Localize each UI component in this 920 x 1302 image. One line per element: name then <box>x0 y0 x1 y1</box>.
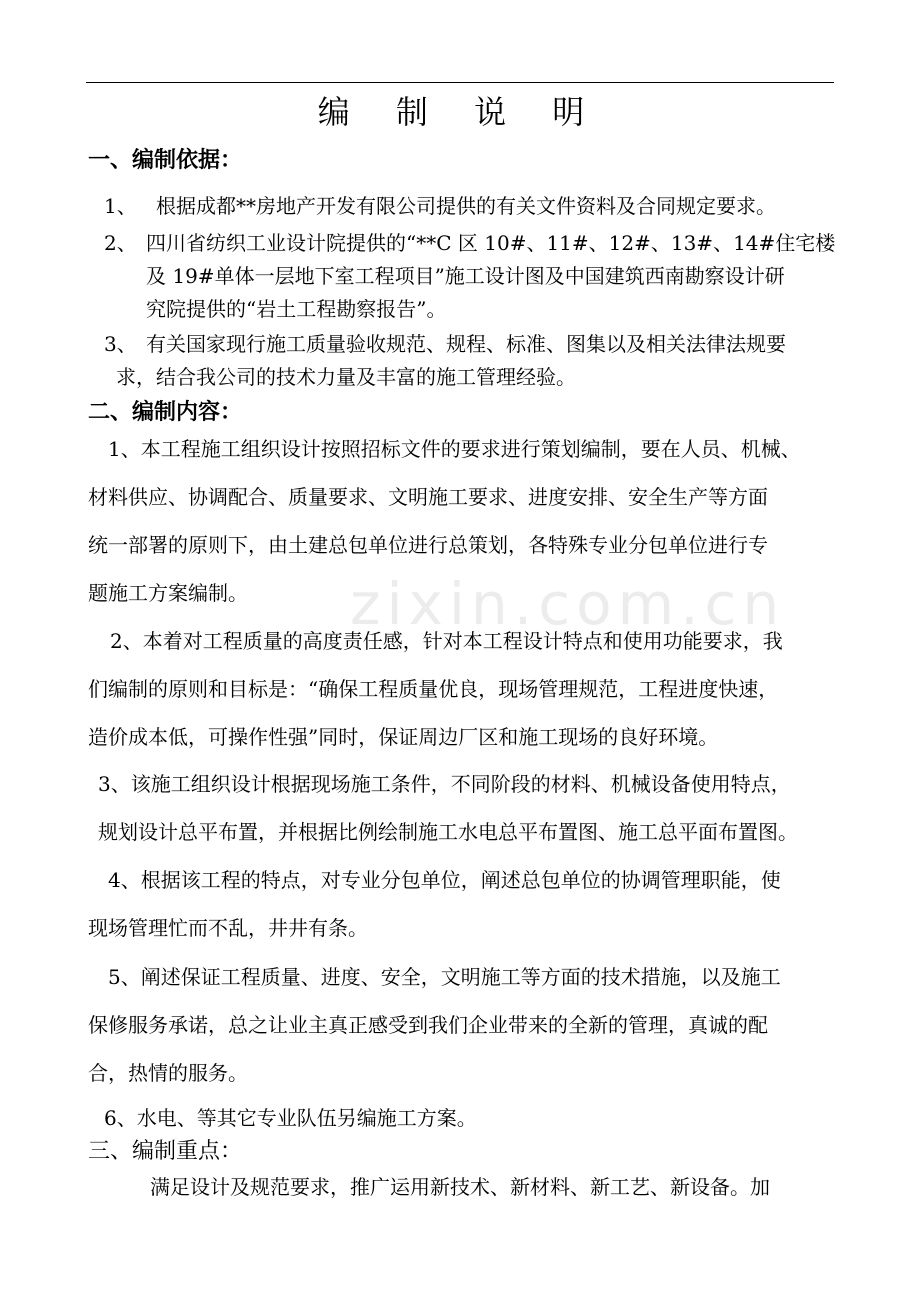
list-item-text: 求，结合我公司的技术力量及丰富的施工管理经验。 <box>116 365 576 389</box>
list-item-text: 有关国家现行施工质量验收规范、规程、标准、图集以及相关法律法规要 <box>146 332 786 356</box>
section-heading-content: 二、编制内容： <box>88 400 243 425</box>
page-title: 编 制 说 明 <box>317 93 603 131</box>
paragraph-line: 造价成本低，可操作性强”同时，保证周边厂区和施工现场的良好环境。 <box>88 725 719 749</box>
paragraph-line: 4、根据该工程的特点，对专业分包单位，阐述总包单位的协调管理职能，使 <box>108 868 781 892</box>
list-item-number: 1、 <box>104 194 137 218</box>
watermark: zixin.com.cn <box>350 570 786 638</box>
paragraph-line: 材料供应、协调配合、质量要求、文明施工要求、进度安排、安全生产等方面 <box>88 485 768 509</box>
list-item-text: 及 19#单体一层地下室工程项目”施工设计图及中国建筑西南勘察设计研 <box>146 264 785 288</box>
list-item-text: 根据成都**房地产开发有限公司提供的有关文件资料及合同规定要求。 <box>156 194 776 218</box>
section-heading-basis: 一、编制依据： <box>88 148 243 173</box>
paragraph-line: 统一部署的原则下，由土建总包单位进行总策划，各特殊专业分包单位进行专 <box>88 533 768 557</box>
paragraph-line: 6、水电、等其它专业队伍另编施工方案。 <box>104 1106 477 1130</box>
paragraph-line: 合，热情的服务。 <box>88 1061 248 1085</box>
paragraph-line: 保修服务承诺，总之让业主真正感受到我们企业带来的全新的管理，真诚的配 <box>88 1013 768 1037</box>
paragraph-line: 2、本着对工程质量的高度责任感，针对本工程设计特点和使用功能要求，我 <box>110 629 783 653</box>
list-item-text: 四川省纺织工业设计院提供的“**C 区 10#、11#、12#、13#、14#住宅楼 <box>146 231 836 255</box>
paragraph-line: 题施工方案编制。 <box>88 581 248 605</box>
paragraph-line: 们编制的原则和目标是：“确保工程质量优良，现场管理规范，工程进度快速， <box>88 677 779 701</box>
section-heading-focus: 三、编制重点： <box>88 1139 243 1164</box>
header-rule <box>86 82 834 83</box>
paragraph-line: 5、阐述保证工程质量、进度、安全，文明施工等方面的技术措施，以及施工 <box>108 965 781 989</box>
paragraph-line: 1、本工程施工组织设计按照招标文件的要求进行策划编制，要在人员、机械、 <box>108 437 801 461</box>
paragraph-line: 现场管理忙而不乱，井井有条。 <box>88 916 368 940</box>
list-item-text: 究院提供的“岩土工程勘察报告”。 <box>146 297 447 321</box>
paragraph-line: 规划设计总平布置，并根据比例绘制施工水电总平布置图、施工总平面布置图。 <box>98 820 798 844</box>
paragraph-line: 满足设计及规范要求，推广运用新技术、新材料、新工艺、新设备。加 <box>150 1175 770 1199</box>
list-item-number: 2、 <box>104 231 137 255</box>
list-item-number: 3、 <box>104 332 137 356</box>
paragraph-line: 3、该施工组织设计根据现场施工条件，不同阶段的材料、机械设备使用特点， <box>98 772 791 796</box>
